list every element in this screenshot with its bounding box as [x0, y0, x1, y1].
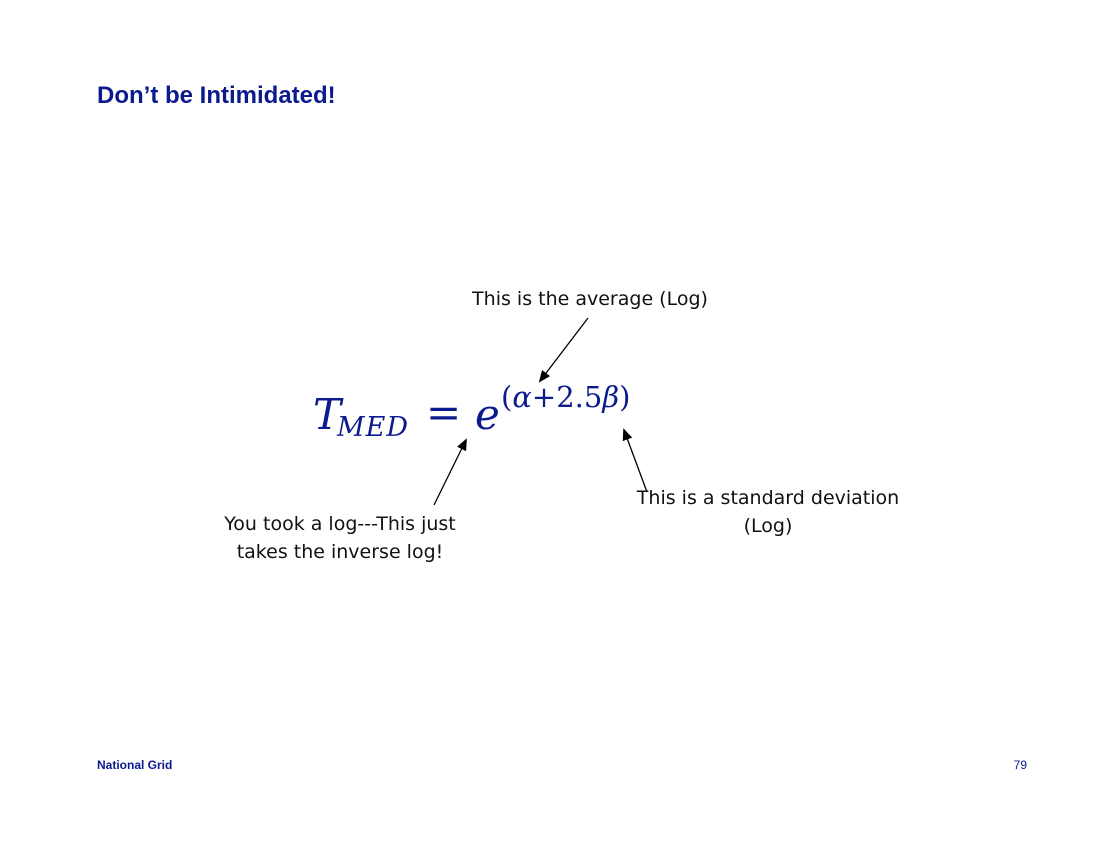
arrow-to-e: [434, 440, 466, 505]
exponent-alpha: α: [512, 380, 532, 414]
exponent-beta: β: [602, 380, 620, 414]
formula-equals: =: [426, 388, 462, 437]
footer-organization: National Grid: [97, 758, 173, 772]
callout-std-dev-line2: (Log): [743, 515, 793, 537]
callout-std-dev-line1: This is a standard deviation: [636, 487, 900, 509]
formula-e: e: [475, 390, 500, 439]
formula-t: T: [313, 390, 342, 439]
arrow-to-alpha: [540, 318, 588, 381]
footer-page-number: 79: [1013, 758, 1027, 772]
exponent-plus: +: [531, 380, 557, 414]
callout-inverse-log-line2: takes the inverse log!: [236, 541, 444, 563]
formula-subscript: MED: [337, 412, 410, 443]
arrow-to-beta: [624, 430, 647, 492]
callout-inverse-log-line1: You took a log---This just: [224, 513, 456, 535]
exponent-close-paren: ): [619, 380, 631, 414]
exponent-open-paren: (: [501, 380, 513, 414]
callout-average-text: This is the average (Log): [472, 288, 708, 310]
slide-title: Don’t be Intimidated!: [97, 82, 336, 109]
exponent-coefficient: 2.5: [556, 380, 603, 414]
